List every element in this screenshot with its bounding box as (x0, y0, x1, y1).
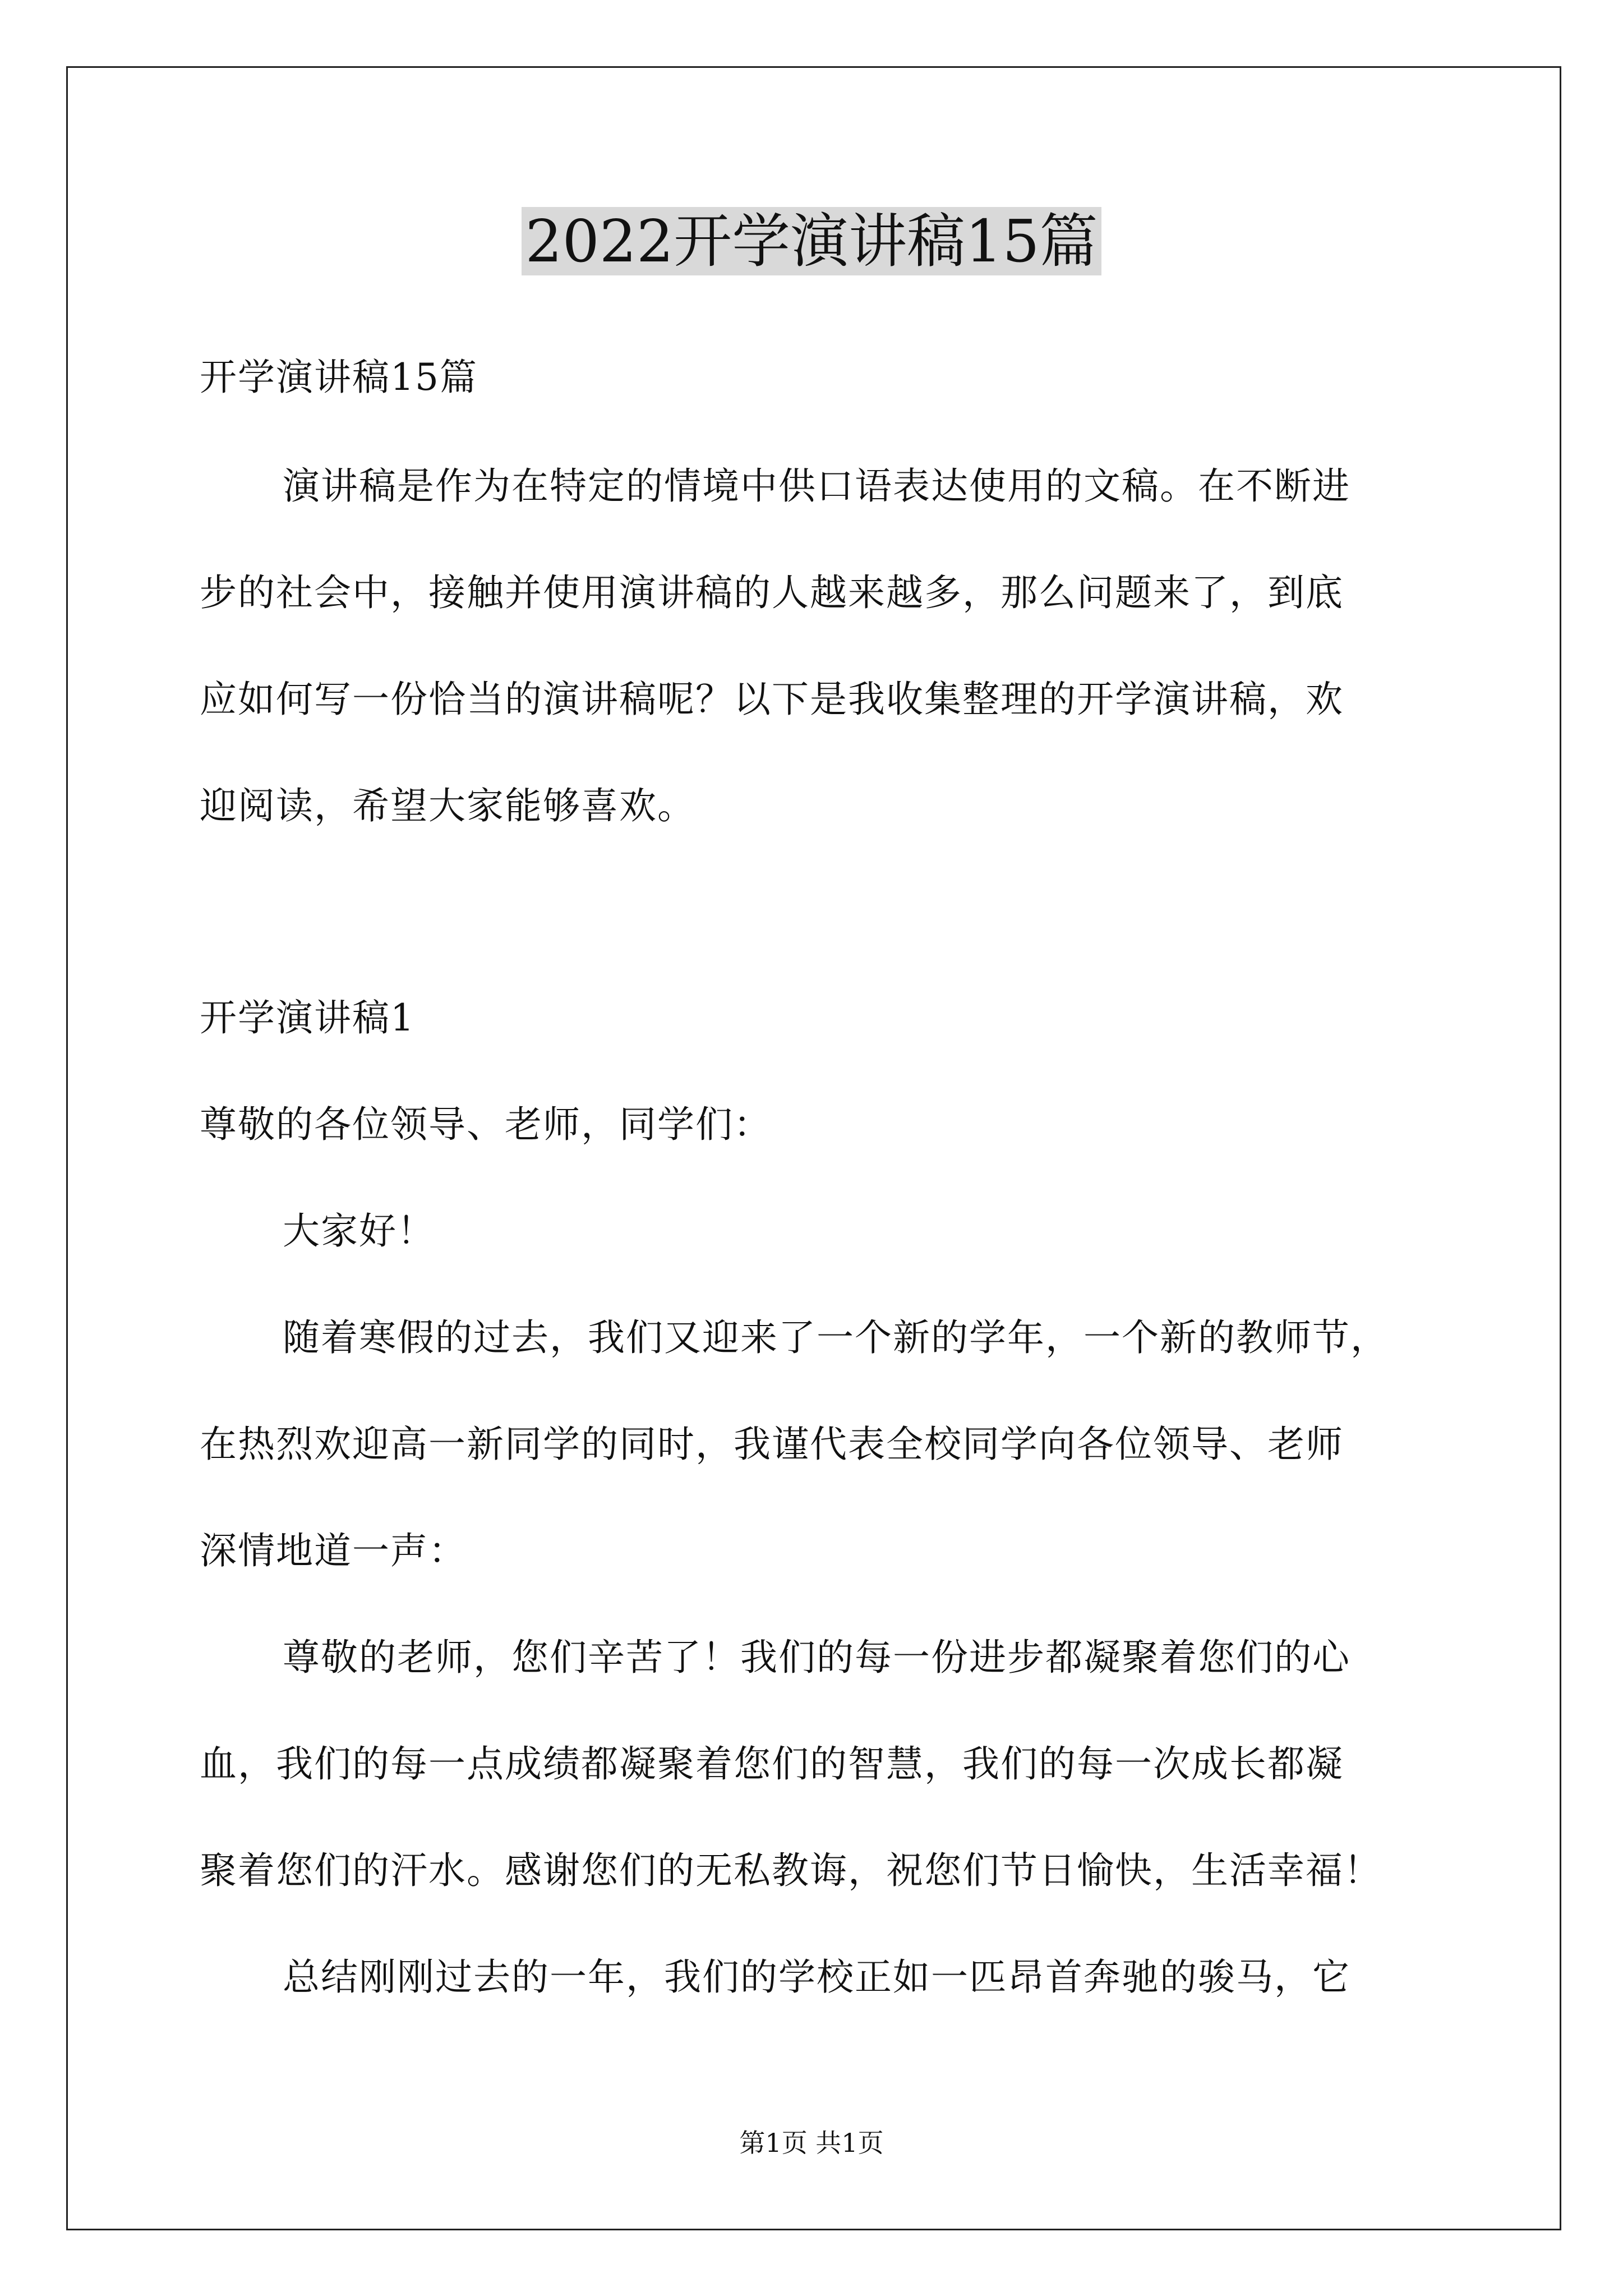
paragraph-line: 随着寒假的过去，我们又迎来了一个新的学年，一个新的教师节， (283, 1316, 1389, 1359)
page-footer: 第1页 共1页 (739, 2128, 884, 2158)
section-heading: 开学演讲稿1 (200, 996, 415, 1039)
document-title-text: 2022开学演讲稿15篇 (522, 207, 1101, 275)
paragraph-line: 应如何写一份恰当的演讲稿呢？以下是我收集整理的开学演讲稿，欢 (200, 678, 1344, 721)
paragraph-line: 迎阅读，希望大家能够喜欢。 (200, 784, 695, 827)
paragraph-line: 尊敬的老师，您们辛苦了！我们的每一份进步都凝聚着您们的心 (283, 1636, 1350, 1679)
paragraph-line: 聚着您们的汗水。感谢您们的无私教诲，祝您们节日愉快，生活幸福！ (200, 1849, 1382, 1892)
document-title (0, 202, 1623, 280)
paragraph-line: 血，我们的每一点成绩都凝聚着您们的智慧，我们的每一次成长都凝 (200, 1742, 1344, 1786)
salutation-line: 尊敬的各位领导、老师，同学们： (200, 1103, 772, 1146)
paragraph-line: 演讲稿是作为在特定的情境中供口语表达使用的文稿。在不断进 (283, 464, 1350, 508)
paragraph-line: 深情地道一声： (200, 1529, 467, 1572)
subtitle-line: 开学演讲稿15篇 (200, 356, 478, 399)
paragraph-line: 在热烈欢迎高一新同学的同时，我谨代表全校同学向各位领导、老师 (200, 1423, 1344, 1466)
greeting-line: 大家好！ (283, 1209, 435, 1253)
paragraph-line: 步的社会中，接触并使用演讲稿的人越来越多，那么问题来了，到底 (200, 571, 1344, 614)
paragraph-line: 总结刚刚过去的一年，我们的学校正如一匹昂首奔驰的骏马，它 (283, 1955, 1350, 1999)
